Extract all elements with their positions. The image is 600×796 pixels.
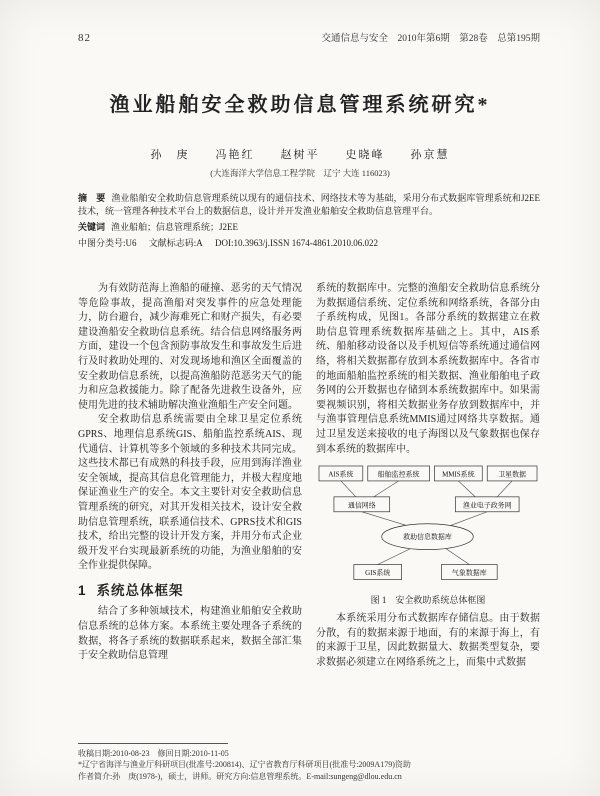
right-paragraph-1: 系统的数据库中。完整的渔船安全救助信息系统分为数据通信系统、定位系统和网络系统，各部分由子系统构成，见图1。各部分系统的数据建立在救助信息管理系统数据库基础之上。其中，AIS系统、船舶移动设备以及手机短信等系统通过通信网络，将相关数据都存放到本系统数据库中。各省市的地面船舶监控系统的相关数据、渔业船舶电子政务网的公开数据也存储到本系统数据库中。如果需要视频识别，将相关数据业务存放到数据库中，并与渔事管理信息系统MMIS通过网络共享数据。通过卫星发送来接收的电子海图以及气象数据也保存到本系统的数据库中。: [316, 283, 540, 455]
connector-line: [458, 481, 475, 497]
footnotes: [78, 743, 540, 783]
author-bio: 作者简介:孙 庚(1978-)，硕士，讲师。研究方向:信息管理系统。E-mail:sungeng@dlou.edu.cn: [78, 771, 402, 781]
left-paragraph-2: 安全救助信息系统需要由全球卫星定位系统GPRS、地理信息系统GIS、船舶监控系统AIS、现代通信、计算机等多个领域的多种技术共同完成。这些技术都已有成熟的科技手段，应用到海洋渔业安全领域，提高其信息化管理能力，并极大程度地保证渔业生产的安全。本文主要针对安全救助信息管理系统的研究，对其开发相关技术，设计安全救助信息管理系统，联系通信技术、GPRS技术和GIS技术，给出完整的设计开发方案，并用分布式企业级开发平台实现最新系统的功能，为渔业船舶的安全作业提供保障。: [78, 414, 302, 572]
abstract-block: [78, 192, 540, 218]
left-paragraph-3: 结合了多种领域技术，构建渔业船舶安全救助信息系统的总体方案。本系统主要处理各子系统的数据，将各子系统的数据联系起来，数据全部汇集于安全救助信息管理: [78, 606, 302, 662]
footnote-divider: [78, 743, 228, 744]
figure-node-db-label: 救助信息数据库: [403, 533, 452, 542]
document-code: 文献标志码:A: [148, 238, 203, 248]
right-column: [316, 282, 540, 738]
left-column: [78, 282, 302, 738]
page-header: [78, 30, 540, 44]
connector-line: [362, 512, 411, 527]
authors-line: 孙 庚 冯艳红 赵树平 史晓峰 孙京慧: [150, 149, 450, 161]
section-1-heading: [78, 584, 302, 599]
figure-node-egov-label: 渔业电子政务网: [462, 501, 512, 510]
affiliation-line: (大连海洋大学信息工程学院 辽宁 大连 116023): [210, 168, 390, 178]
funding-note: *辽宁省海洋与渔业厅科研项目(批准号:200814)、辽宁省教育厅科研项目(批准号:2009A179)资助: [78, 760, 411, 769]
figure-node-monitor-label: 船舶监控系统: [377, 470, 420, 479]
right-paragraph-2: 本系统采用分布式数据库存储信息。由于数据分散，有的数据来源于地面，有的来源于海上，有的来源于卫星，因此数据量大、数据类型复杂，要求数据必须建立在网络系统之上，而集中式数据: [316, 613, 540, 668]
connector-line: [341, 481, 356, 497]
figure-node-satellite-label: 卫星数据: [498, 470, 527, 479]
journal-info: 交通信息与安全 2010年第6期 第28卷 总第195期: [321, 34, 540, 44]
page-number: 82: [78, 32, 91, 44]
figure-node-gis-label: GIS系统: [365, 569, 391, 578]
paper-meta: [78, 192, 540, 250]
abstract-label: 摘 要: [78, 193, 106, 203]
figure-node-ais-label: AIS系统: [328, 470, 354, 479]
classification-block: [78, 237, 540, 250]
left-paragraph-1: 为有效防范海上渔船的碰撞、恶劣的天气情况等危险事故，提高渔船对突发事件的应急处理能力，防台避台，减少海难死亡和财产损失，有必要建设渔船安全救助信息系统。结合信息网络服务两方面，建设一个包含预防事故发生和事故发生后进行及时救助处理的、对发现场地和渔区全面覆盖的安全救助信息系统，以提高渔船防范恶劣天气的能力和应急救援能力。除了配备先进救生设备外，应使用先进的技术辅助解决渔业渔船生产安全问题。: [78, 283, 302, 411]
clc-number: 中图分类号:U6: [78, 238, 137, 248]
connector-line: [447, 512, 487, 527]
doi: DOI:10.3963/j.ISSN 1674-4861.2010.06.022: [215, 238, 379, 248]
received-dates: 收稿日期:2010-08-23 修回日期:2010-11-05: [78, 748, 229, 758]
figure-node-mmis-label: MMIS系统: [442, 470, 475, 479]
figure-node-weather-label: 气象数据库: [451, 569, 487, 578]
keywords-block: [78, 221, 540, 234]
section-1-number: 1: [78, 582, 87, 598]
figure-node-comm-label: 通信网络: [347, 501, 376, 510]
section-1-title: 系统总体框架: [96, 582, 184, 598]
body-columns: [78, 282, 540, 738]
keywords-text: 渔业船舶；信息管理系统；J2EE: [111, 222, 239, 232]
keywords-label: 关键词: [78, 222, 106, 232]
system-architecture-diagram: [316, 463, 540, 590]
connector-line: [378, 548, 413, 565]
connector-line: [444, 548, 469, 565]
abstract-text: 渔业船舶安全救助信息管理系统以现有的通信技术、网络技术等为基础，采用分布式数据库管理系统和J2EE技术，统一管理各种技术平台上的数据信息，设计并开发渔业船舶安全救助信息管理平台。: [78, 193, 540, 216]
connector-line: [374, 481, 399, 497]
paper-title: 渔业船舶安全救助信息管理系统研究*: [109, 94, 491, 116]
figure-1: [316, 463, 540, 607]
figure-1-caption: 图 1 安全救助系统总体框图: [370, 594, 486, 605]
connector-line: [497, 481, 512, 497]
